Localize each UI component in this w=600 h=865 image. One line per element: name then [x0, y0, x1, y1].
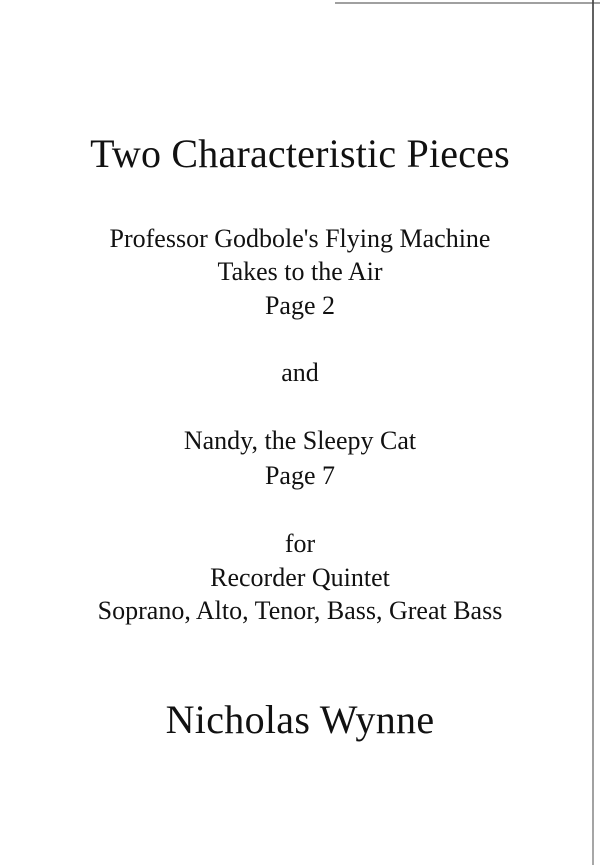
- piece2-page-ref: Page 7: [264, 461, 336, 490]
- instrumentation-for: for: [284, 529, 316, 558]
- scan-edge-top: [335, 2, 600, 4]
- document-title: Two Characteristic Pieces: [90, 131, 510, 176]
- ensemble-name: Recorder Quintet: [210, 563, 390, 592]
- piece2-title: Nandy, the Sleepy Cat: [183, 426, 417, 455]
- composer-name: Nicholas Wynne: [165, 697, 435, 742]
- conjunction-and: and: [281, 358, 319, 387]
- piece1-page-ref: Page 2: [264, 291, 336, 320]
- piece1-title-line2: Takes to the Air: [217, 257, 383, 286]
- instrument-parts: Soprano, Alto, Tenor, Bass, Great Bass: [97, 596, 503, 625]
- piece1-title-line1: Professor Godbole's Flying Machine: [109, 224, 491, 253]
